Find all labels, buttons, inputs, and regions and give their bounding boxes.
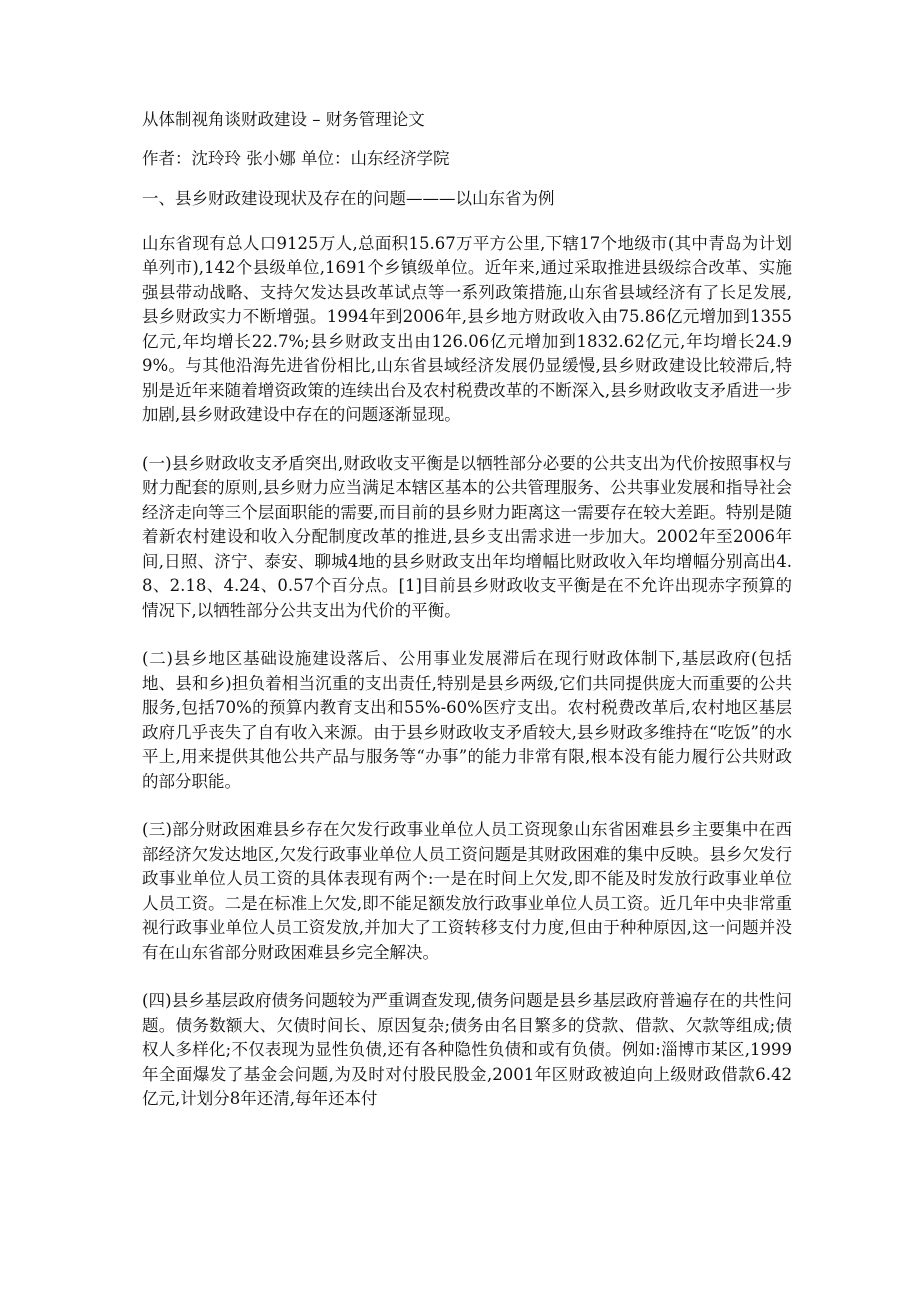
document-title: 从体制视角谈财政建设 – 财务管理论文 bbox=[142, 110, 425, 129]
paragraph-1: (一)县乡财政收支矛盾突出,财政收支平衡是以牺牲部分必要的公共支出为代价按照事权与财力配套的原则,县乡财力应当满足本辖区基本的公共管理服务、公共事业发展和指导社会经济走向等三个层面职能的需要,而目前的县乡财力距离这一需要存在较大差距。特别是随着新农村建设和收入分配制度改革的推进,县乡支出需求进一步加大。2002年至2006年间,日照、济宁、泰安、聊城4地的县乡财政支出年均增幅比财政收入年均增幅分别高出4.8、2.18、4.24、0.57个百分点。[1]目前县乡财政收支平衡是在不允许出现赤字预算的情况下,以牺牲部分公共支出为代价的平衡。 bbox=[142, 453, 792, 620]
author-line: 作者：沈玲玲 张小娜 单位：山东经济学院 bbox=[142, 148, 450, 168]
paragraph-2: (二)县乡地区基础设施建设落后、公用事业发展滞后在现行财政体制下,基层政府(包括地、县和乡)担负着相当沉重的支出责任,特别是县乡两级,它们共同提供庞大而重要的公共服务,包括70%的预算内教育支出和55%-60%医疗支出。农村税费改革后,农村地区基层政府几乎丧失了自有收入来源。由于县乡财政收支矛盾较大,县乡财政多维持在“吃饭”的水平上,用来提供其他公共产品与服务等“办事”的能力非常有限,根本没有能力履行公共财政的部分职能。 bbox=[142, 649, 792, 791]
paragraph-3: (三)部分财政困难县乡存在欠发行政事业单位人员工资现象山东省困难县乡主要集中在西部经济欠发达地区,欠发行政事业单位人员工资问题是其财政困难的集中反映。县乡欠发行政事业单位人员工资的具体表现有两个:一是在时间上欠发,即不能及时发放行政事业单位人员工资。二是在标准上欠发,即不能足额发放行政事业单位人员工资。近几年中央非常重视行政事业单位人员工资发放,并加大了工资转移支付力度,但由于种种原因,这一问题并没有在山东省部分财政困难县乡完全解决。 bbox=[142, 820, 792, 962]
section-heading: 一、县乡财政建设现状及存在的问题———以山东省为例 bbox=[142, 189, 555, 208]
paragraph-intro: 山东省现有总人口9125万人,总面积15.67万平方公里,下辖17个地级市(其中青岛为计划单列市),142个县级单位,1691个乡镇级单位。近年来,通过采取推进县级综合改革、实施强县带动战略、支持欠发达县改革试点等一系列政策措施,山东省县域经济有了长足发展,县乡财政实力不断增强。1994年到2006年,县乡地方财政收入由75.86亿元增加到1355亿元,年均增长22.7%;县乡财政支出由126.06亿元增加到1832.62亿元,年均增长24.99%。与其他沿海先进省份相比,山东省县域经济发展仍显缓慢,县乡财政建设比较滞后,特别是近年来随着增资政策的连续出台及农村税费改革的不断深入,县乡财政收支矛盾进一步加剧,县乡财政建设中存在的问题逐渐显现。 bbox=[142, 233, 792, 424]
document-page bbox=[142, 108, 792, 1136]
paragraph-4: (四)县乡基层政府债务问题较为严重调查发现,债务问题是县乡基层政府普遍存在的共性问题。债务数额大、欠债时间长、原因复杂;债务由名目繁多的贷款、借款、欠款等组成;债权人多样化;不仅表现为显性负债,还有各种隐性负债和或有负债。例如:淄博市某区,1999年全面爆发了基金会问题,为及时对付股民股金,2001年区财政被迫向上级财政借款6.42亿元,计划分8年还清,每年还本付 bbox=[142, 991, 792, 1108]
